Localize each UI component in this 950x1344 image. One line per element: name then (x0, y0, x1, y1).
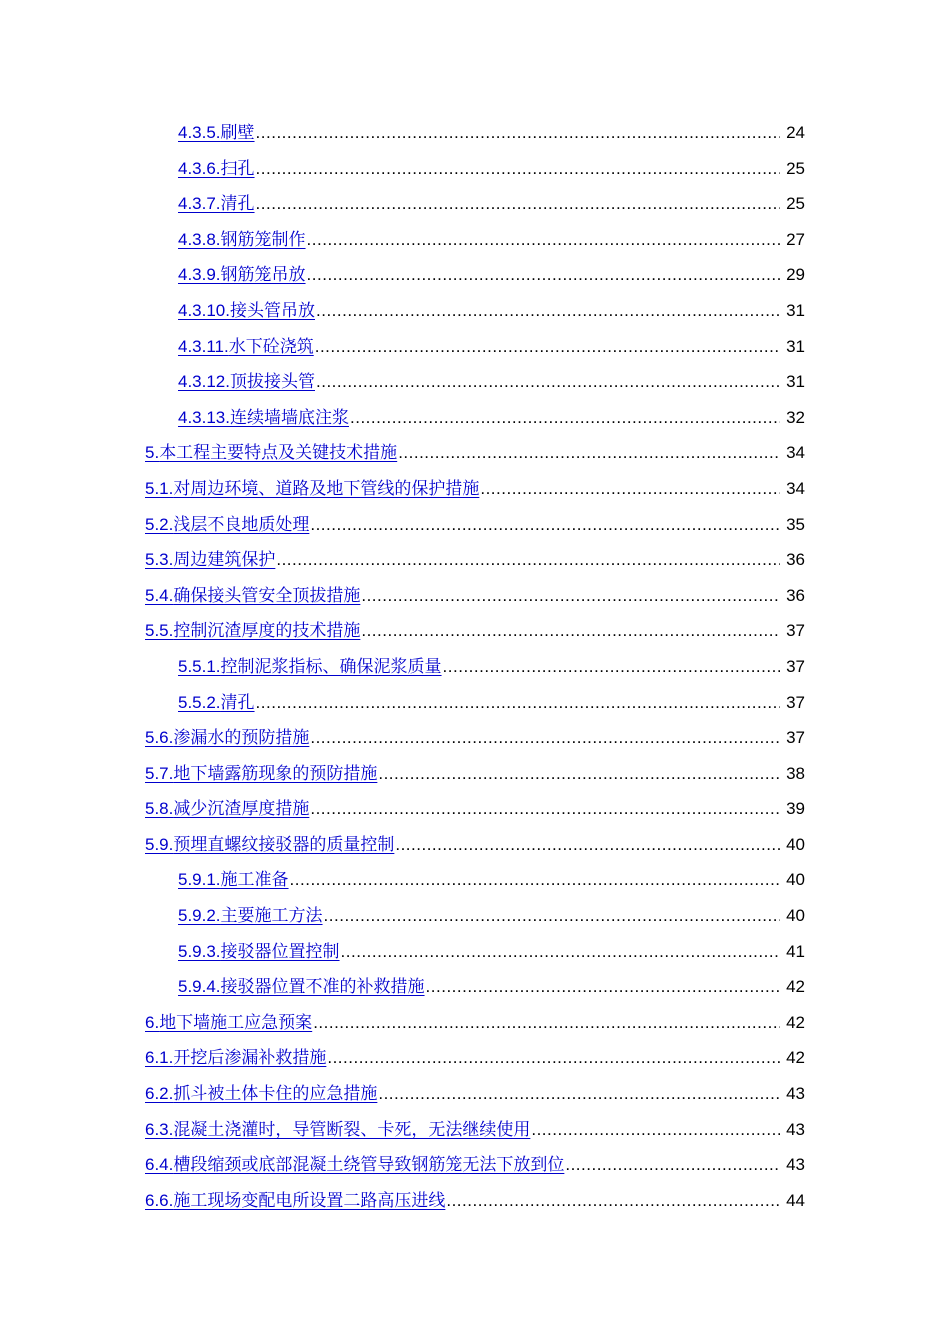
toc-entry-number: 5.8. (145, 799, 174, 819)
toc-entry (0, 652, 950, 688)
toc-entry-number: 6.6. (145, 1190, 174, 1210)
toc-dot-leader (315, 337, 780, 357)
toc-dot-leader (531, 1120, 780, 1140)
toc-entry-title: 接驳器位置控制 (220, 941, 340, 962)
toc-entry (0, 296, 950, 332)
toc-entry-link[interactable] (145, 1115, 530, 1140)
toc-entry-title: 主要施工方法 (220, 906, 323, 927)
toc-entry (0, 901, 950, 937)
toc-dot-leader (310, 728, 780, 748)
toc-entry-link[interactable] (145, 1043, 326, 1068)
toc-entry (0, 1079, 950, 1115)
toc-page-number: 35 (786, 514, 805, 534)
toc-dot-leader (398, 443, 780, 463)
toc-dot-leader (395, 835, 780, 855)
toc-entry-title: 周边建筑保护 (173, 550, 276, 571)
toc-page-number: 27 (786, 229, 805, 249)
toc-entry-title: 对周边环境、道路及地下管线的保护措施 (173, 478, 480, 499)
toc-entry-number: 6.1. (145, 1048, 174, 1068)
toc-entry-link[interactable] (178, 367, 315, 392)
toc-page-number: 43 (786, 1119, 805, 1139)
toc-entry-number: 4.3.11. (178, 336, 229, 356)
toc-entry-title: 地下墙施工应急预案 (159, 1012, 313, 1033)
toc-entry-title: 减少沉渣厚度措施 (173, 799, 310, 820)
toc-entry (0, 1115, 950, 1151)
toc-dot-leader (256, 693, 780, 713)
toc-entry-number: 6.4. (145, 1155, 174, 1175)
toc-entry-title: 渗漏水的预防措施 (173, 728, 310, 749)
toc-entry-link[interactable] (145, 1008, 312, 1033)
toc-entry-title: 本工程主要特点及关键技术措施 (159, 443, 398, 464)
toc-entry-link[interactable] (178, 688, 255, 713)
toc-entry-title: 施工准备 (220, 870, 289, 891)
toc-dot-leader (426, 977, 780, 997)
toc-entry (0, 759, 950, 795)
toc-entry-link[interactable] (178, 189, 255, 214)
toc-entry-link[interactable] (178, 937, 340, 962)
toc-entry-title: 开挖后渗漏补救措施 (173, 1048, 327, 1069)
toc-page-number: 37 (786, 728, 805, 748)
toc-entry-title: 水下砼浇筑 (228, 336, 314, 357)
toc-entry (0, 225, 950, 261)
toc-entry (0, 937, 950, 973)
toc-entry-number: 5.7. (145, 763, 174, 783)
toc-entry-link[interactable] (145, 545, 275, 570)
toc-entry-link[interactable] (145, 723, 309, 748)
toc-entry-number: 4.3.8. (178, 229, 221, 249)
toc-page-number: 31 (786, 336, 805, 356)
toc-entry-number: 5.5. (145, 621, 174, 641)
toc-page-number: 42 (786, 1048, 805, 1068)
toc-page-number: 44 (786, 1190, 805, 1210)
toc-entry-number: 4.3.6. (178, 158, 221, 178)
toc-page-number: 43 (786, 1084, 805, 1104)
toc-entry-number: 5.5.2. (178, 692, 221, 712)
toc-entry-number: 5.5.1. (178, 656, 221, 676)
toc-entry-link[interactable] (145, 581, 360, 606)
toc-dot-leader (316, 301, 780, 321)
toc-dot-leader (378, 1084, 780, 1104)
toc-entry-number: 5.2. (145, 514, 174, 534)
toc-page-number: 31 (786, 300, 805, 320)
toc-page-number: 37 (786, 692, 805, 712)
toc-dot-leader (341, 942, 780, 962)
toc-entry-title: 钢筋笼制作 (220, 229, 306, 250)
toc-entry-number: 6. (145, 1012, 160, 1032)
toc-entry (0, 260, 950, 296)
toc-entry-title: 预埋直螺纹接驳器的质量控制 (173, 834, 395, 855)
toc-entry-number: 4.3.5. (178, 123, 221, 142)
toc-entry-link[interactable] (145, 1079, 377, 1104)
toc-entry-link[interactable] (178, 652, 442, 677)
toc-entry-number: 4.3.10. (178, 300, 230, 320)
toc-dot-leader (446, 1191, 780, 1211)
toc-page-number: 41 (786, 941, 805, 961)
toc-entry-link[interactable] (145, 474, 479, 499)
toc-entry-number: 4.3.9. (178, 265, 221, 285)
toc-dot-leader (327, 1048, 780, 1068)
toc-entry-link[interactable] (145, 1150, 564, 1175)
toc-entry-link[interactable] (145, 438, 397, 463)
toc-entry-title: 地下墙露筋现象的预防措施 (173, 763, 378, 784)
toc-entry-title: 槽段缩颈或底部混凝土绕管导致钢筋笼无法下放到位 (173, 1155, 565, 1176)
toc-entry-number: 5.3. (145, 550, 174, 570)
toc-entry-number: 5.9.3. (178, 941, 221, 961)
toc-page-number: 42 (786, 1012, 805, 1032)
toc-entry-link[interactable] (178, 403, 349, 428)
toc-entry (0, 403, 950, 439)
toc-dot-leader (324, 906, 780, 926)
toc-entry-link[interactable] (178, 972, 425, 997)
toc-entry (0, 438, 950, 474)
toc-dot-leader (443, 657, 780, 677)
toc-entry-number: 6.2. (145, 1084, 174, 1104)
toc-page-number: 36 (786, 585, 805, 605)
toc-dot-leader (310, 799, 780, 819)
toc-entry (0, 154, 950, 190)
toc-entry (0, 830, 950, 866)
toc-entry-title: 连续墙墙底注浆 (230, 407, 349, 428)
toc-entry-title: 接驳器位置不准的补救措施 (220, 977, 425, 998)
toc-dot-leader (256, 123, 780, 143)
toc-entry-number: 6.3. (145, 1119, 174, 1139)
toc-entry (0, 1186, 950, 1222)
toc-page-number: 38 (786, 763, 805, 783)
toc-entry-link[interactable] (178, 225, 306, 250)
toc-page-number: 32 (786, 407, 805, 427)
toc-entry (0, 510, 950, 546)
toc-entry-title: 控制泥浆指标、确保泥浆质量 (220, 656, 442, 677)
toc-dot-leader (378, 764, 780, 784)
toc-entry (0, 545, 950, 581)
toc-entry-title: 扫孔 (220, 158, 255, 179)
toc-entry-link[interactable] (178, 118, 255, 143)
toc-dot-leader (313, 1013, 780, 1033)
toc-entry-link[interactable] (145, 794, 309, 819)
toc-dot-leader (256, 194, 780, 214)
toc-page-number: 37 (786, 656, 805, 676)
toc-page-number: 34 (786, 443, 805, 463)
toc-entry (0, 367, 950, 403)
toc-page-number: 37 (786, 621, 805, 641)
toc-page-number: 40 (786, 834, 805, 854)
toc-entry-number: 5.1. (145, 478, 174, 498)
toc-entry (0, 616, 950, 652)
toc-page-number: 24 (786, 123, 805, 142)
toc-entry-number: 5.4. (145, 585, 174, 605)
toc-entry (0, 1150, 950, 1186)
toc-entry-link[interactable] (145, 830, 394, 855)
toc-entry-link[interactable] (178, 154, 255, 179)
toc-entry-title: 施工现场变配电所设置二路高压进线 (173, 1190, 446, 1211)
toc-entry (0, 118, 950, 154)
toc-dot-leader (350, 408, 780, 428)
toc-entry (0, 581, 950, 617)
toc-entry-title: 浅层不良地质处理 (173, 514, 310, 535)
toc-entry-number: 4.3.12. (178, 372, 230, 392)
toc-entry (0, 1008, 950, 1044)
toc-entry-number: 5.9. (145, 834, 174, 854)
toc-entry-number: 5.6. (145, 728, 174, 748)
toc-page-number: 25 (786, 158, 805, 178)
toc-entry-title: 刷壁 (220, 123, 255, 143)
toc-entry (0, 1043, 950, 1079)
toc-entry-title: 控制沉渣厚度的技术措施 (173, 621, 361, 642)
toc-dot-leader (480, 479, 780, 499)
toc-entry-link[interactable] (178, 296, 315, 321)
toc-entry-title: 确保接头管安全顶拔措施 (173, 585, 361, 606)
toc-page-number: 36 (786, 550, 805, 570)
toc-entry (0, 189, 950, 225)
toc-entry-title: 顶拔接头管 (230, 372, 315, 393)
toc-entry-link[interactable] (178, 260, 306, 285)
toc-entry (0, 688, 950, 724)
toc-entry-title: 清孔 (220, 692, 255, 713)
table-of-contents (0, 118, 950, 1221)
toc-dot-leader (307, 265, 780, 285)
toc-dot-leader (565, 1155, 780, 1175)
toc-entry-title: 清孔 (220, 194, 255, 215)
toc-page-number: 34 (786, 478, 805, 498)
toc-entry-number: 4.3.13. (178, 407, 230, 427)
toc-dot-leader (310, 515, 780, 535)
toc-entry (0, 865, 950, 901)
toc-page-number: 43 (786, 1155, 805, 1175)
toc-dot-leader (307, 230, 780, 250)
toc-dot-leader (316, 372, 780, 392)
toc-page-number: 25 (786, 194, 805, 214)
toc-entry-number: 4.3.7. (178, 194, 221, 214)
toc-dot-leader (256, 159, 780, 179)
toc-entry-number: 5.9.1. (178, 870, 221, 890)
toc-dot-leader (276, 550, 780, 570)
toc-entry-number: 5. (145, 443, 160, 463)
toc-entry-link[interactable] (145, 616, 360, 641)
toc-entry-link[interactable] (178, 901, 323, 926)
toc-dot-leader (290, 870, 780, 890)
toc-page-number: 39 (786, 799, 805, 819)
toc-dot-leader (361, 621, 780, 641)
toc-entry (0, 723, 950, 759)
toc-entry-link[interactable] (145, 1186, 445, 1211)
toc-entry-title: 接头管吊放 (230, 300, 315, 321)
toc-entry-title: 混凝土浇灌时，导管断裂、卡死，无法继续使用 (173, 1119, 531, 1140)
toc-page-number: 31 (786, 372, 805, 392)
toc-entry-title: 抓斗被土体卡住的应急措施 (173, 1084, 378, 1105)
toc-dot-leader (361, 586, 780, 606)
toc-entry-title: 钢筋笼吊放 (220, 265, 306, 286)
toc-page-number: 29 (786, 265, 805, 285)
toc-entry-link[interactable] (178, 865, 289, 890)
toc-page-number: 42 (786, 977, 805, 997)
toc-entry (0, 972, 950, 1008)
toc-page-number: 40 (786, 870, 805, 890)
toc-entry (0, 474, 950, 510)
toc-entry-number: 5.9.4. (178, 977, 221, 997)
toc-entry-number: 5.9.2. (178, 906, 221, 926)
toc-entry-link[interactable] (145, 759, 377, 784)
toc-entry (0, 332, 950, 368)
toc-entry-link[interactable] (178, 332, 314, 357)
toc-entry (0, 794, 950, 830)
toc-page-number: 40 (786, 906, 805, 926)
toc-entry-link[interactable] (145, 510, 309, 535)
